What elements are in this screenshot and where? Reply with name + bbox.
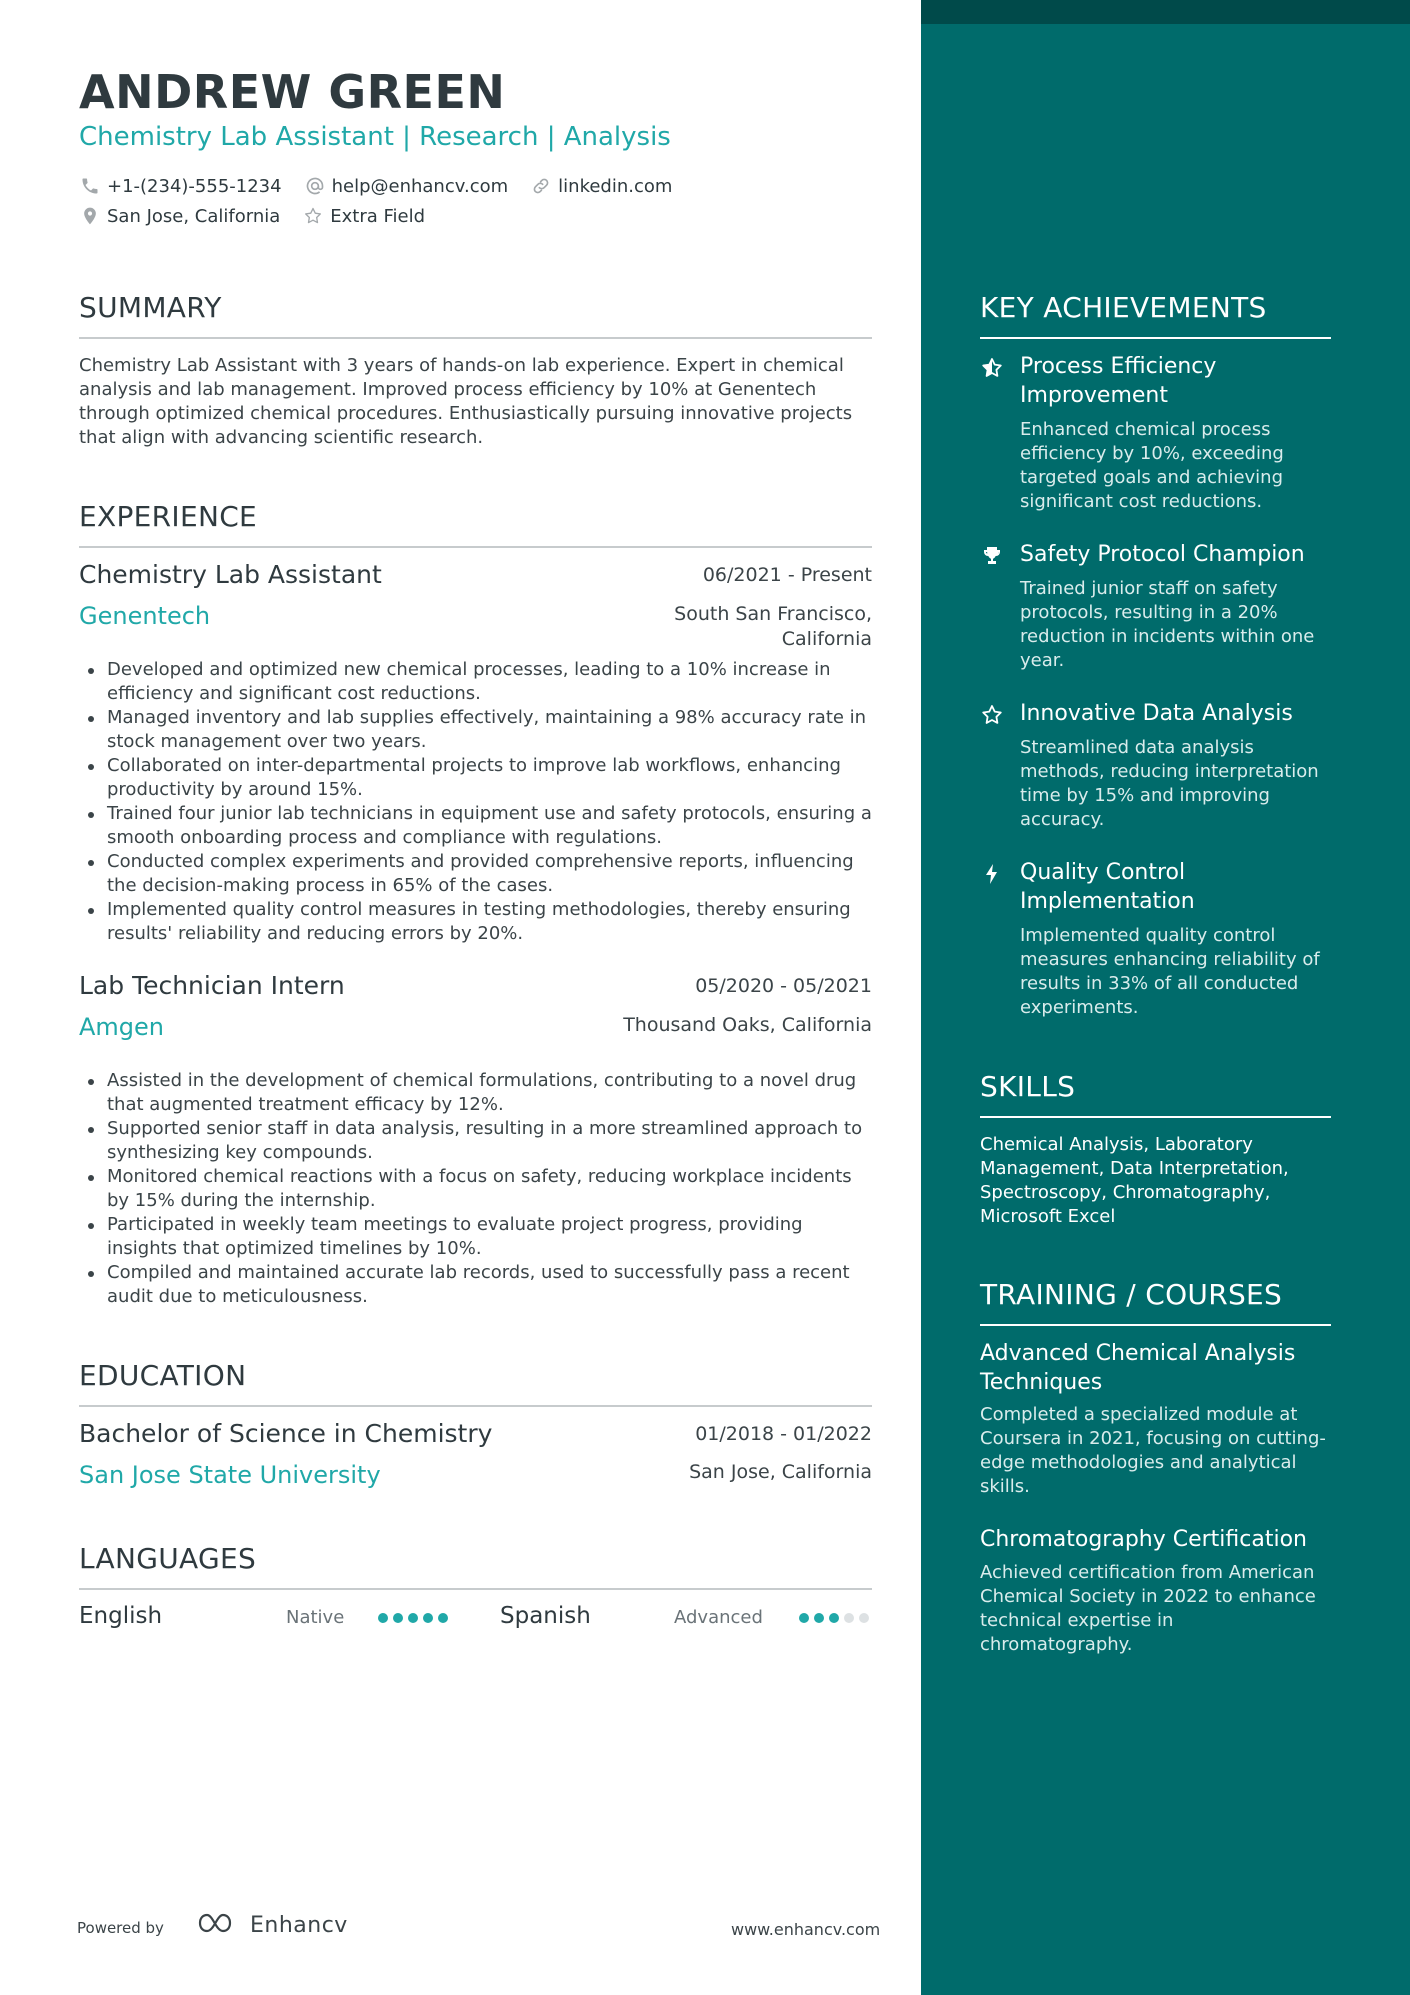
contact-phone[interactable] xyxy=(79,175,282,197)
bullet-item: Implemented quality control measures in testing methodologies, thereby ensuring results' reliability and reducing errors by 20%. xyxy=(79,898,872,946)
linkedin-text: linkedin.com xyxy=(558,175,673,197)
achievement-description: Enhanced chemical process efficiency by 10%, exceeding targeted goals and achieving significant cost reductions. xyxy=(1020,419,1284,512)
candidate-name: ANDREW GREEN xyxy=(79,65,506,119)
job-bullets xyxy=(79,658,872,946)
language-name: Spanish xyxy=(500,1603,591,1629)
language-rating xyxy=(378,1613,453,1623)
bullet-item: Conducted complex experiments and provided comprehensive reports, influencing the decision-making process in 65% of the cases. xyxy=(79,850,872,898)
candidate-headline: Chemistry Lab Assistant | Research | Analysis xyxy=(79,122,671,152)
rating-dot-empty xyxy=(859,1613,869,1623)
contact-row xyxy=(79,171,872,201)
star-half-icon xyxy=(980,356,1004,380)
star-icon xyxy=(302,205,324,227)
bullet-item: Trained four junior lab technicians in equipment use and safety protocols, ensuring a smooth onboarding process and compliance with regulations. xyxy=(79,802,872,850)
email-text: help@enhancv.com xyxy=(331,175,509,197)
achievement-title: Quality Control Implementation xyxy=(1020,860,1195,914)
link-icon xyxy=(530,175,552,197)
achievement-title: Innovative Data Analysis xyxy=(1020,701,1293,726)
section-divider xyxy=(980,337,1331,339)
skills-heading: SKILLS xyxy=(980,1070,1076,1103)
bullet-item: Developed and optimized new chemical processes, leading to a 10% increase in efficiency and significant cost reductions. xyxy=(79,658,872,706)
extra-field-text: Extra Field xyxy=(330,205,426,227)
phone-icon xyxy=(79,175,101,197)
phone-text: +1-(234)-555-1234 xyxy=(107,175,282,197)
education-heading: EDUCATION xyxy=(79,1359,247,1392)
language-name: English xyxy=(79,1603,163,1629)
section-divider xyxy=(79,546,872,548)
summary-text: Chemistry Lab Assistant with 3 years of hands-on lab experience. Expert in chemical analysis and lab management. Improved process efficiency by 10% at Genentech through optimized chemical procedures. Enthusiastically pursuing innovative projects that align with advancing scientific research. xyxy=(79,355,853,448)
language-rating xyxy=(799,1613,874,1623)
at-icon xyxy=(304,175,326,197)
achievement-description: Implemented quality control measures enhancing reliability of results in 33% of all conducted experiments. xyxy=(1020,925,1320,1018)
experience-heading: EXPERIENCE xyxy=(79,500,258,533)
enhancv-logo-text: Enhancv xyxy=(250,1912,348,1938)
bullet-item: Compiled and maintained accurate lab records, used to successfully pass a recent audit due to meticulousness. xyxy=(79,1261,872,1309)
contact-location xyxy=(79,205,280,227)
courses-heading: TRAINING / COURSES xyxy=(980,1278,1283,1311)
enhancv-logo-icon xyxy=(196,1911,242,1939)
location-icon xyxy=(79,205,101,227)
bullet-item: Monitored chemical reactions with a focus on safety, reducing workplace incidents by 15% during the internship. xyxy=(79,1165,872,1213)
trophy-icon xyxy=(980,544,1004,568)
rating-dot-empty xyxy=(844,1613,854,1623)
rating-dot-filled xyxy=(799,1613,809,1623)
footer-powered-by: Powered by xyxy=(77,1919,164,1937)
section-divider xyxy=(79,1405,872,1407)
lightning-icon xyxy=(980,862,1004,886)
languages-heading: LANGUAGES xyxy=(79,1542,257,1575)
bullet-item: Collaborated on inter-departmental projects to improve lab workflows, enhancing productivity by around 15%. xyxy=(79,754,872,802)
achievement-title: Safety Protocol Champion xyxy=(1020,542,1305,567)
job-location: Thousand Oaks, California xyxy=(623,1014,872,1036)
bullet-item: Supported senior staff in data analysis, resulting in a more streamlined approach to synthesizing key compounds. xyxy=(79,1117,872,1165)
job-company: Amgen xyxy=(79,1013,165,1041)
rating-dot-filled xyxy=(393,1613,403,1623)
contact-linkedin[interactable] xyxy=(530,175,672,197)
skills-text: Chemical Analysis, Laboratory Management, Data Interpretation, Spectroscopy, Chromatography, Microsoft Excel xyxy=(980,1134,1289,1227)
education-degree: Bachelor of Science in Chemistry xyxy=(79,1419,493,1448)
footer-url[interactable]: www.enhancv.com xyxy=(731,1920,881,1939)
bullet-item: Managed inventory and lab supplies effectively, maintaining a 98% accuracy rate in stock management over two years. xyxy=(79,706,872,754)
job-bullets xyxy=(79,1069,872,1309)
job-title: Chemistry Lab Assistant xyxy=(79,560,382,589)
summary-heading: SUMMARY xyxy=(79,291,222,324)
rating-dot-filled xyxy=(814,1613,824,1623)
rating-dot-filled xyxy=(438,1613,448,1623)
location-text: San Jose, California xyxy=(107,205,281,227)
job-title: Lab Technician Intern xyxy=(79,971,345,1000)
star-outline-icon xyxy=(980,703,1004,727)
language-level: Native xyxy=(286,1607,345,1628)
achievement-description: Streamlined data analysis methods, reducing interpretation time by 15% and improving accuracy. xyxy=(1020,737,1319,830)
rating-dot-filled xyxy=(408,1613,418,1623)
contact-email[interactable] xyxy=(304,175,509,197)
education-location: San Jose, California xyxy=(689,1461,872,1483)
education-dates: 01/2018 - 01/2022 xyxy=(695,1423,872,1445)
bullet-item: Participated in weekly team meetings to evaluate project progress, providing insights that optimized timelines by 10%. xyxy=(79,1213,872,1261)
section-divider xyxy=(79,1588,872,1590)
job-dates: 06/2021 - Present xyxy=(702,564,872,586)
sidebar xyxy=(921,0,1410,1995)
enhancv-logo[interactable] xyxy=(196,1911,348,1939)
bullet-item: Assisted in the development of chemical formulations, contributing to a novel drug that augmented treatment efficacy by 12%. xyxy=(79,1069,872,1117)
course-title: Chromatography Certification xyxy=(980,1527,1307,1552)
section-divider xyxy=(79,337,872,339)
contact-info xyxy=(79,171,872,231)
languages-list xyxy=(79,1603,872,1635)
course-description: Completed a specialized module at Coursera in 2021, focusing on cutting-edge methodologies and analytical skills. xyxy=(980,1404,1326,1497)
achievements-heading: KEY ACHIEVEMENTS xyxy=(980,291,1267,324)
job-company: Genentech xyxy=(79,602,211,630)
achievement-title: Process Efficiency Improvement xyxy=(1020,354,1217,408)
rating-dot-filled xyxy=(829,1613,839,1623)
education-school: San Jose State University xyxy=(79,1461,381,1489)
course-description: Achieved certification from American Chemical Society in 2022 to enhance technical expertise in chromatography. xyxy=(980,1562,1316,1655)
section-divider xyxy=(980,1324,1331,1326)
contact-row xyxy=(79,201,872,231)
rating-dot-filled xyxy=(423,1613,433,1623)
contact-extra xyxy=(302,205,425,227)
job-location: South San Francisco, California xyxy=(674,603,872,650)
rating-dot-filled xyxy=(378,1613,388,1623)
course-title: Advanced Chemical Analysis Techniques xyxy=(980,1341,1296,1395)
achievement-description: Trained junior staff on safety protocols, resulting in a 20% reduction in incidents within one year. xyxy=(1020,578,1315,671)
sidebar-top-band xyxy=(921,0,1410,24)
job-dates: 05/2020 - 05/2021 xyxy=(695,975,872,997)
section-divider xyxy=(980,1116,1331,1118)
language-level: Advanced xyxy=(674,1607,763,1628)
